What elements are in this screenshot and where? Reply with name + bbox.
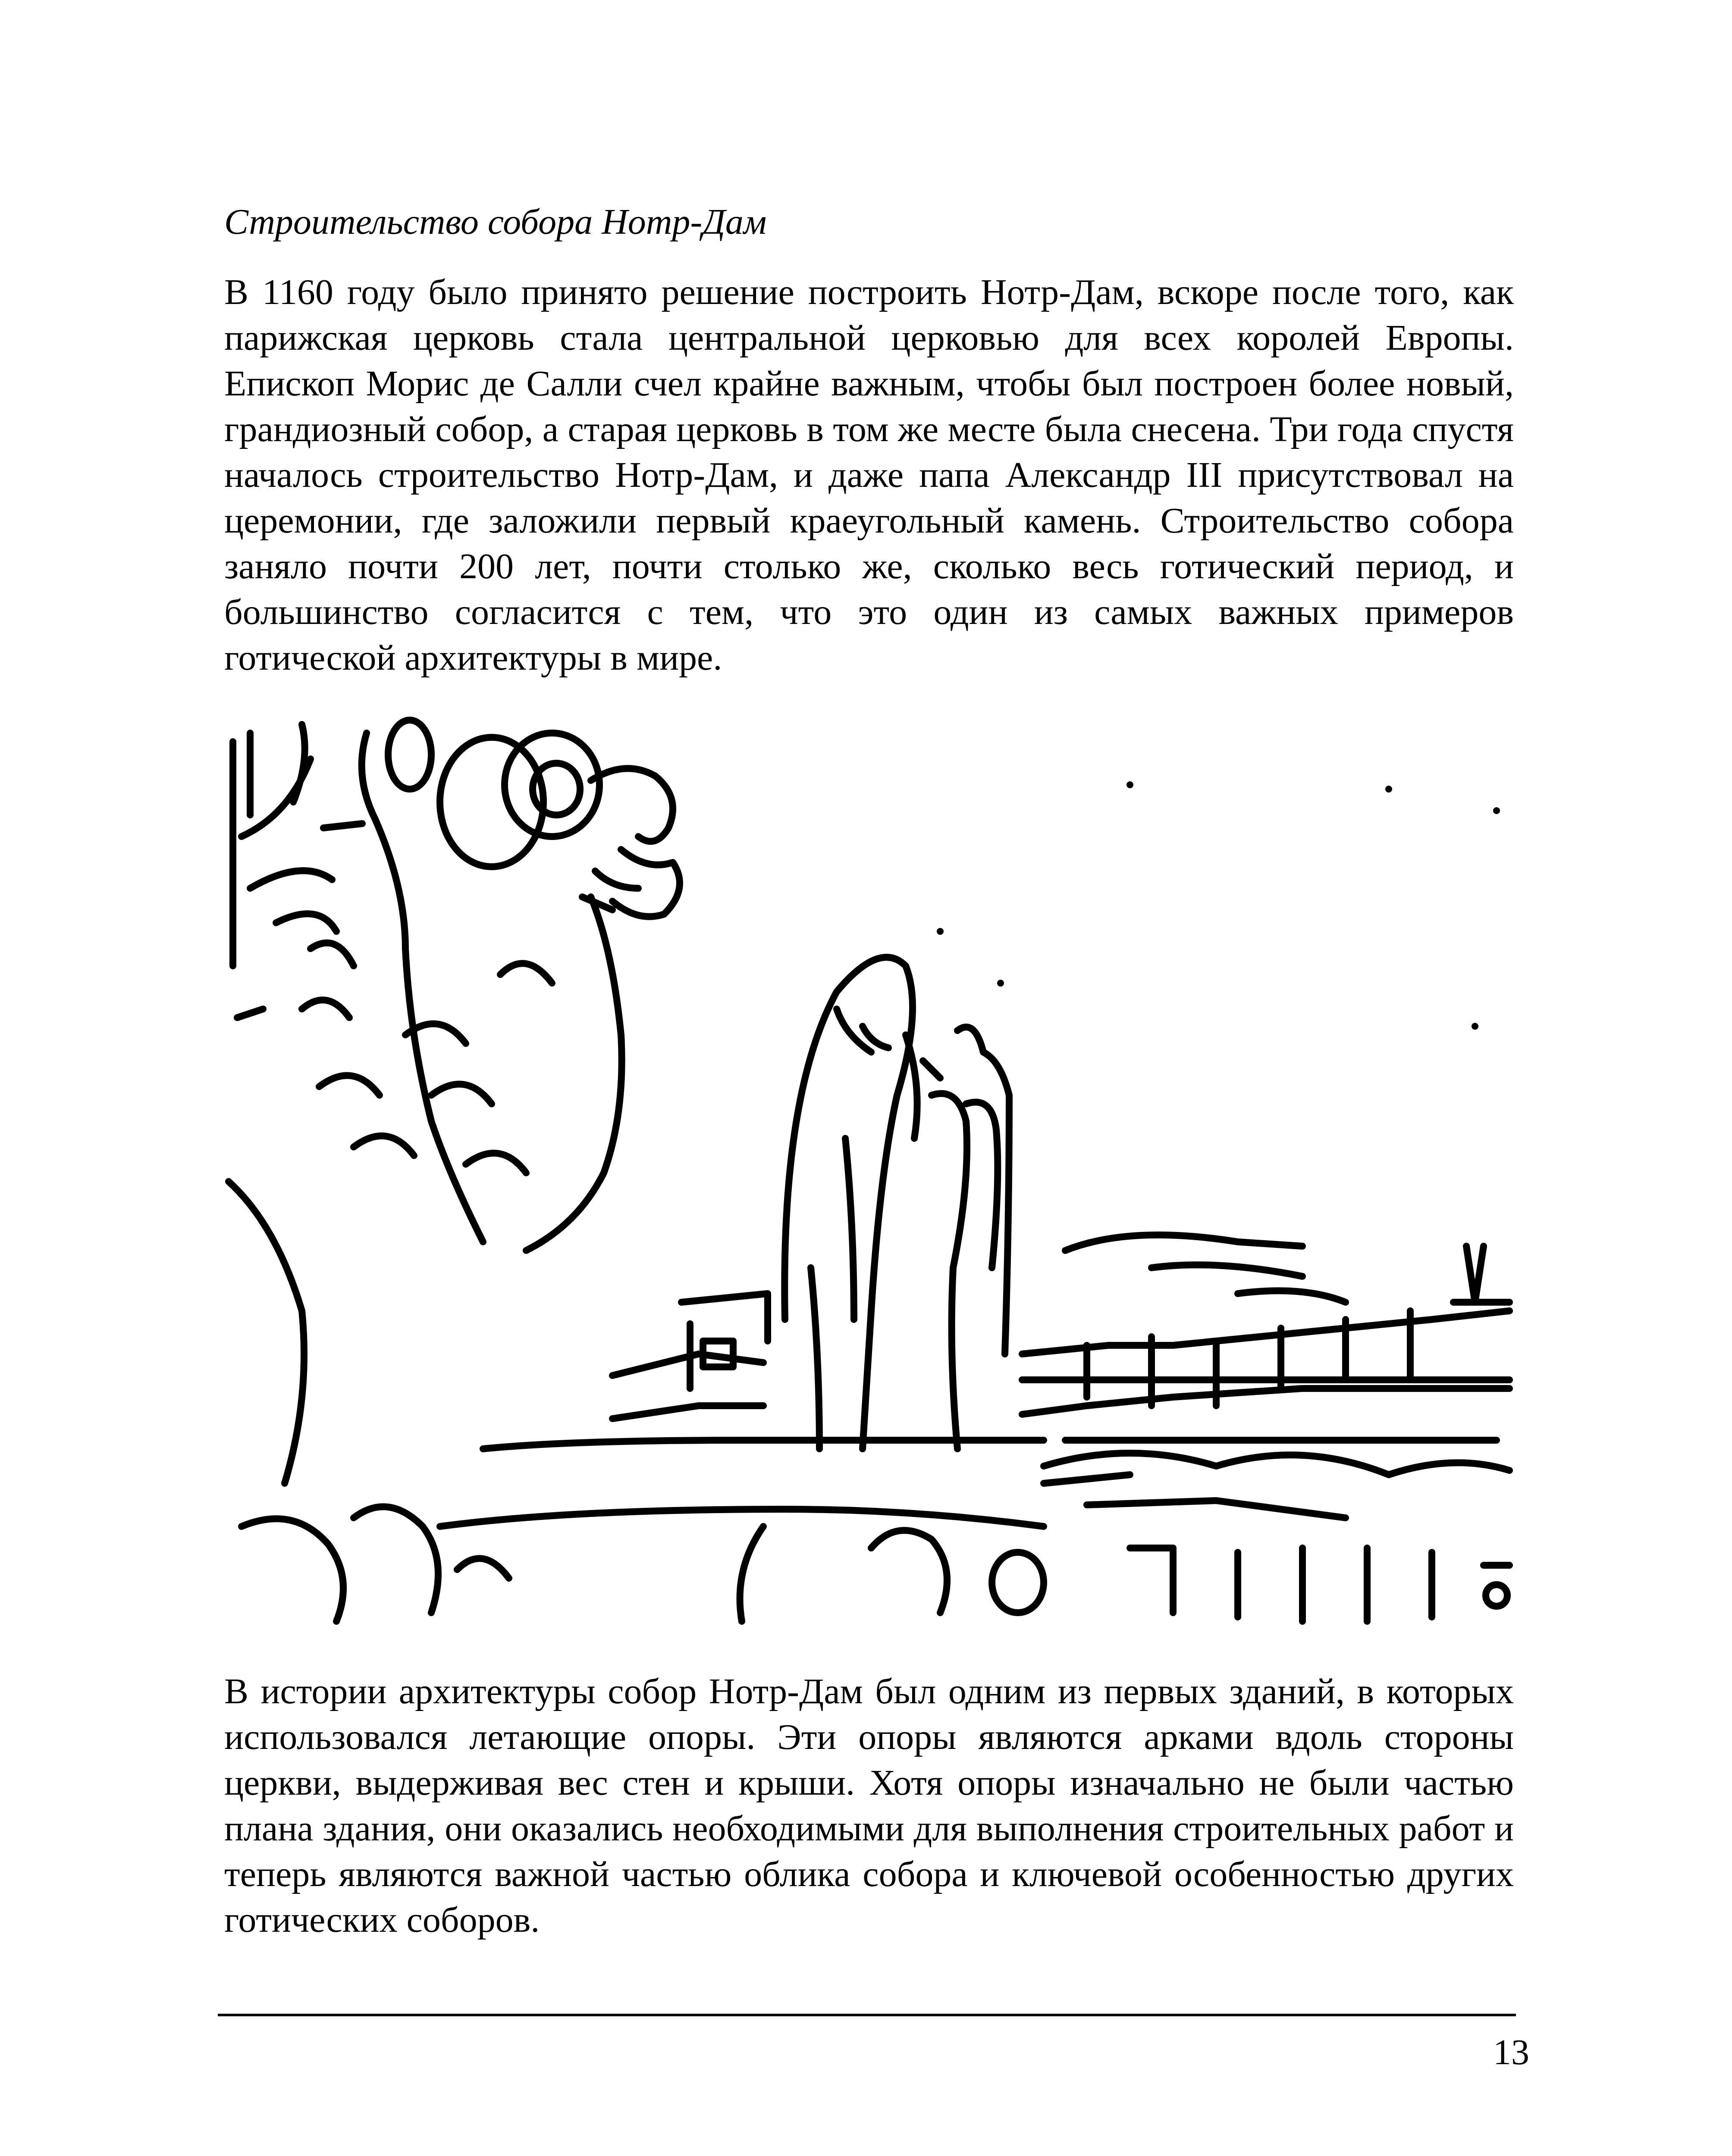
gargoyle-line-art-icon <box>224 707 1518 1639</box>
section-heading: Строительство собора Нотр-Дам <box>224 202 767 242</box>
page-number: 13 <box>1493 2032 1529 2072</box>
footer-divider <box>218 2014 1516 2016</box>
paragraph-intro: В 1160 году было принято решение построить Нотр-Дам, вскоре после того, как парижская церковь стала центральной церковью для всех королей Европы. Епископ Морис де Салли счел крайне важным, чтобы был построен более новый, грандиозный собор, а старая церковь в том же месте была снесена. Три года спустя началось строительство Нотр-Дам, и даже папа Александр III присутствовал на церемонии, где заложили первый краеугольный камень. Строительство собора заняло почти 200 лет, почти столько же, сколько весь готический период, и большинство согласится с тем, что это один из самых важных примеров готической архитектуры в мире. <box>224 272 1514 678</box>
gargoyle-illustration <box>224 707 1518 1639</box>
paragraph-flying-buttresses: В истории архитектуры собор Нотр-Дам был одним из первых зданий, в которых использовался летающие опоры. Эти опоры являются арками вдоль стороны церкви, выдерживая вес стен и крыши. Хотя опоры изначально не были частью плана здания, они оказались необходимыми для выполнения строительных работ и теперь являются важной частью облика собора и ключевой особенностью других готических соборов. <box>224 1671 1514 1940</box>
